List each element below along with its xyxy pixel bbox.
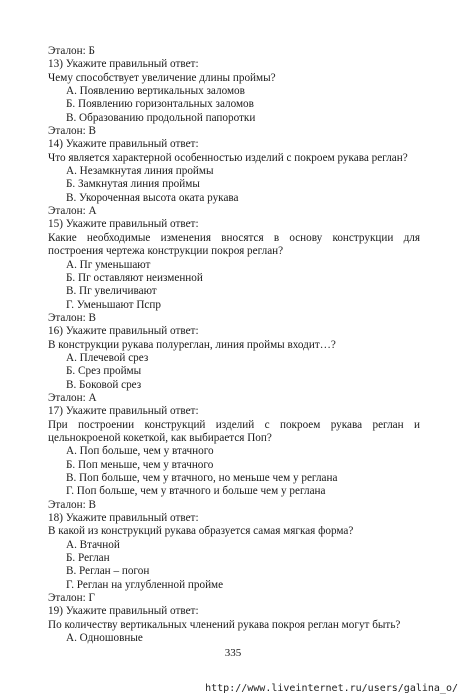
etalon-answer: Эталон: Б: [48, 45, 95, 57]
answer-option: В. Образованию продольной папоротки: [66, 111, 256, 124]
answer-option: В. Укороченная высота оката рукава: [66, 191, 239, 204]
question-text: При построении конструкций изделий с покроем рукава реглан и цельнокроеной кокеткой, как выбирается Поп?: [48, 418, 420, 444]
answer-option: А. Пг уменьшают: [66, 258, 151, 271]
answer-option: А. Втачной: [66, 538, 120, 551]
answer-option: Б. Появлению горизонтальных заломов: [66, 98, 254, 111]
answer-option: А. Плечевой срез: [66, 351, 149, 364]
answer-option: Г. Реглан на углубленной пройме: [66, 578, 224, 591]
answer-option: Г. Уменьшают Пспр: [66, 298, 161, 311]
question-text: В конструкции рукава полуреглан, линия проймы входит…?: [48, 338, 336, 351]
question-block: [48, 218, 420, 325]
question-text: В какой из конструкций рукава образуется самая мягкая форма?: [48, 525, 354, 538]
answer-option: В. Реглан – погон: [66, 565, 150, 578]
question-header: 14) Укажите правильный ответ:: [48, 138, 199, 151]
etalon-answer: Эталон: А: [48, 391, 97, 404]
question-header: 18) Укажите правильный ответ:: [48, 512, 199, 525]
etalon-answer: Эталон: В: [48, 498, 97, 511]
etalon-answer: Эталон: Г: [48, 592, 96, 605]
answer-option: Б. Пг оставляют неизменной: [66, 271, 203, 284]
watermark-url: http://www.liveinternet.ru/users/galina_o/: [205, 683, 458, 694]
question-block: [48, 405, 420, 512]
question-block: [48, 58, 420, 138]
question-text: Чему способствует увеличение длины проймы?: [48, 71, 276, 84]
answer-option: Б. Поп меньше, чем у втачного: [66, 458, 214, 471]
question-header: 19) Укажите правильный ответ:: [48, 605, 199, 618]
question-block: [48, 512, 420, 605]
answer-option: А. Поп больше, чем у втачного: [66, 445, 214, 458]
answer-option: Г. Поп больше, чем у втачного и больше чем у реглана: [66, 485, 326, 498]
answer-option: В. Поп больше, чем у втачного, но меньше чем у реглана: [66, 472, 338, 484]
question-header: 16) Укажите правильный ответ:: [48, 325, 199, 338]
question-block: [48, 138, 420, 218]
question-header: 15) Укажите правильный ответ:: [48, 218, 199, 231]
answer-option: В. Пг увеличивают: [66, 285, 157, 298]
question-text: Какие необходимые изменения вносятся в основу конструкции для построения чертежа конструкции покроя реглан?: [48, 231, 420, 258]
answer-option: А. Незамкнутая линия проймы: [66, 165, 214, 178]
page-content: [48, 45, 420, 645]
answer-option: Б. Замкнутая линия проймы: [66, 178, 200, 191]
etalon-answer: Эталон: А: [48, 205, 97, 218]
answer-option: В. Боковой срез: [66, 378, 142, 391]
question-header: 17) Укажите правильный ответ:: [48, 405, 199, 418]
answer-option: Б. Срез проймы: [66, 365, 142, 378]
page-number: 335: [224, 647, 242, 659]
etalon-answer: Эталон: В: [48, 311, 97, 324]
answer-option: А. Одношовные: [66, 632, 143, 645]
question-text: По количеству вертикальных членений рукава покроя реглан могут быть?: [48, 618, 401, 631]
question-text: Что является характерной особенностью изделий с покроем рукава реглан?: [48, 151, 408, 164]
answer-option: Б. Реглан: [66, 552, 110, 565]
answer-option: А. Появлению вертикальных заломов: [66, 85, 245, 98]
etalon-answer: Эталон: В: [48, 125, 97, 138]
question-header: 13) Укажите правильный ответ:: [48, 58, 199, 71]
question-block: [48, 605, 420, 645]
question-block: [48, 325, 420, 405]
